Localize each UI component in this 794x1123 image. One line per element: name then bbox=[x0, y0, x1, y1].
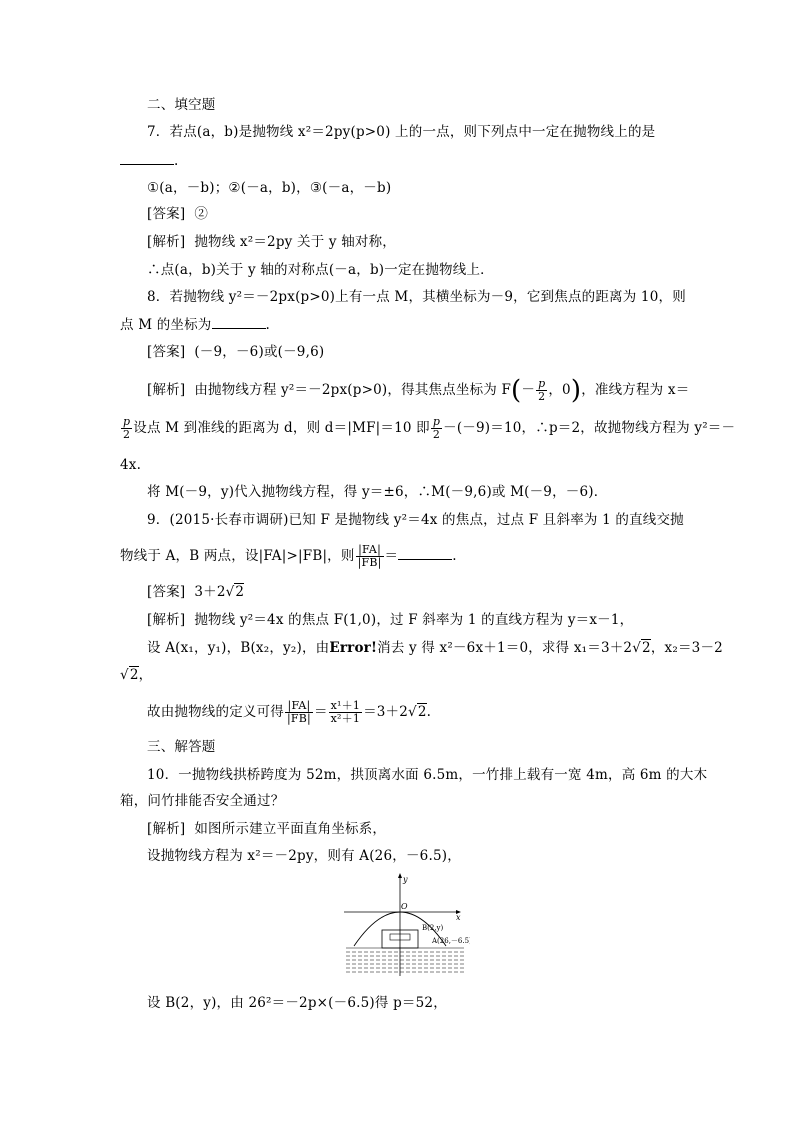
question-9-analysis-3: √2， bbox=[120, 667, 153, 683]
question-8-analysis-4: 将 M(－9，y)代入抛物线方程，得 y＝±6，∴M(－9,6)或 M(－9，－6)． bbox=[147, 484, 608, 500]
section-title-answer: 三、解答题 bbox=[147, 739, 216, 755]
analysis-tag: [解析] bbox=[147, 382, 186, 398]
question-8-text: 8．若抛物线 y²＝－2px(p>0)上有一点 M，其横坐标为－9，它到焦点的距离为 10，则 bbox=[147, 289, 686, 305]
question-10-analysis-2: 设抛物线方程为 x²＝－2py，则有 A(26，－6.5)， bbox=[147, 848, 461, 864]
question-8-analysis-1: [解析] 由抛物线方程 y²＝－2px(p>0)，得其焦点坐标为 F(－ $\frac{p}{2}$ ，0)，准线方程为 x＝ bbox=[147, 375, 690, 406]
answer-value: ② bbox=[194, 206, 209, 222]
question-8-analysis-2: $\frac{p}{2}$ 设点 M 到准线的距离为 d，则 d＝|MF|＝10 即 $\frac{p}{2}$ －(－9)＝10，∴p＝2，故抛物线方程为 y²＝－ bbox=[123, 415, 736, 441]
question-9-text-2: 物线于 A，B 两点，设|FA|>|FB|，则 $\frac{|FA|}{|FB|}$ ＝ . bbox=[120, 543, 457, 569]
question-8-text-2: 点 M 的坐标为 . bbox=[120, 317, 271, 333]
fraction: $\frac{|FA|}{|FB|}$ bbox=[357, 543, 382, 569]
question-7-options: ①(a，－b)；②(－a，b)，③(－a，－b) bbox=[147, 180, 392, 196]
error-text: Error! bbox=[329, 640, 378, 656]
question-8-analysis-3: 4x. bbox=[120, 457, 142, 473]
answer-blank bbox=[120, 152, 174, 165]
answer-tag: [答案] bbox=[147, 206, 186, 222]
question-10-text-2: 箱，问竹排能否安全通过？ bbox=[120, 793, 285, 809]
fraction: $\frac{\text{x¹＋1}}{\text{x²＋1}}$ bbox=[330, 699, 361, 725]
answer-tag: [答案] bbox=[147, 344, 186, 360]
fraction: $\frac{p}{2}$ bbox=[123, 415, 131, 441]
label-y: y bbox=[403, 875, 408, 884]
answer-value: (－9，－6)或(－9,6) bbox=[194, 344, 325, 360]
analysis-tag: [解析] bbox=[147, 612, 186, 628]
question-7-answer bbox=[147, 205, 208, 223]
label-origin: O bbox=[401, 902, 408, 911]
question-7-text: 7．若点(a，b)是抛物线 x²＝2py(p>0) 上的一点，则下列点中一定在抛物线上的是 bbox=[147, 124, 656, 140]
analysis-tag: [解析] bbox=[147, 234, 186, 250]
question-9-text: 9．(2015·长春市调研)已知 F 是抛物线 y²＝4x 的焦点，过点 F 且斜率为 1 的直线交抛 bbox=[147, 512, 684, 528]
question-10-analysis-1: [解析] 如图所示建立平面直角坐标系， bbox=[147, 821, 387, 837]
water-surface bbox=[346, 948, 464, 972]
question-10-analysis-3: 设 B(2，y)，由 26²＝－2p×(－6.5)得 p＝52， bbox=[147, 995, 447, 1011]
answer-blank bbox=[398, 547, 452, 560]
question-7-analysis-1: [解析] 抛物线 x²＝2py 关于 y 轴对称， bbox=[147, 234, 397, 250]
question-10-text: 10．一抛物线拱桥跨度为 52m，拱顶离水面 6.5m，一竹排上载有一宽 4m，高 6m 的大木 bbox=[147, 767, 708, 783]
answer-tag: [答案] bbox=[147, 584, 186, 600]
fraction: $\frac{p}{2}$ bbox=[432, 415, 441, 441]
fraction: $\frac{p}{2}$ bbox=[538, 377, 546, 403]
question-7-analysis-2: ∴点(a，b)关于 y 轴的对称点(－a，b)一定在抛物线上． bbox=[147, 262, 494, 278]
question-7-blank-line: . bbox=[120, 152, 179, 170]
analysis-tag: [解析] bbox=[147, 821, 186, 837]
label-point-a: A(26,－6.5) bbox=[432, 937, 470, 945]
label-point-b: B(2,y) bbox=[422, 924, 444, 932]
question-8-answer bbox=[147, 343, 324, 361]
label-x: x bbox=[456, 913, 461, 922]
question-9-analysis-1: [解析] 抛物线 y²＝4x 的焦点 F(1,0)，过 F 斜率为 1 的直线方程为 y＝x－1， bbox=[147, 612, 634, 628]
answer-blank bbox=[212, 316, 266, 329]
section-title-fill-in: 二、填空题 bbox=[147, 97, 216, 113]
fraction: $\frac{|FA|}{|FB|}$ bbox=[287, 699, 311, 725]
parabola-bridge-figure bbox=[340, 872, 470, 976]
question-9-analysis-4: 故由抛物线的定义可得 $\frac{|FA|}{|FB|}$ ＝ $\frac{\text{x¹＋1}}{\text{x²＋1}}$ ＝3＋2√2. bbox=[147, 699, 432, 725]
question-9-answer: [答案] 3＋2√2 bbox=[147, 584, 245, 600]
question-9-analysis-2: 设 A(x₁，y₁)，B(x₂，y₂)，由Error!消去 y 得 x²－6x＋1＝0，求得 x₁＝3＋2√2，x₂＝3－2 bbox=[147, 640, 723, 656]
